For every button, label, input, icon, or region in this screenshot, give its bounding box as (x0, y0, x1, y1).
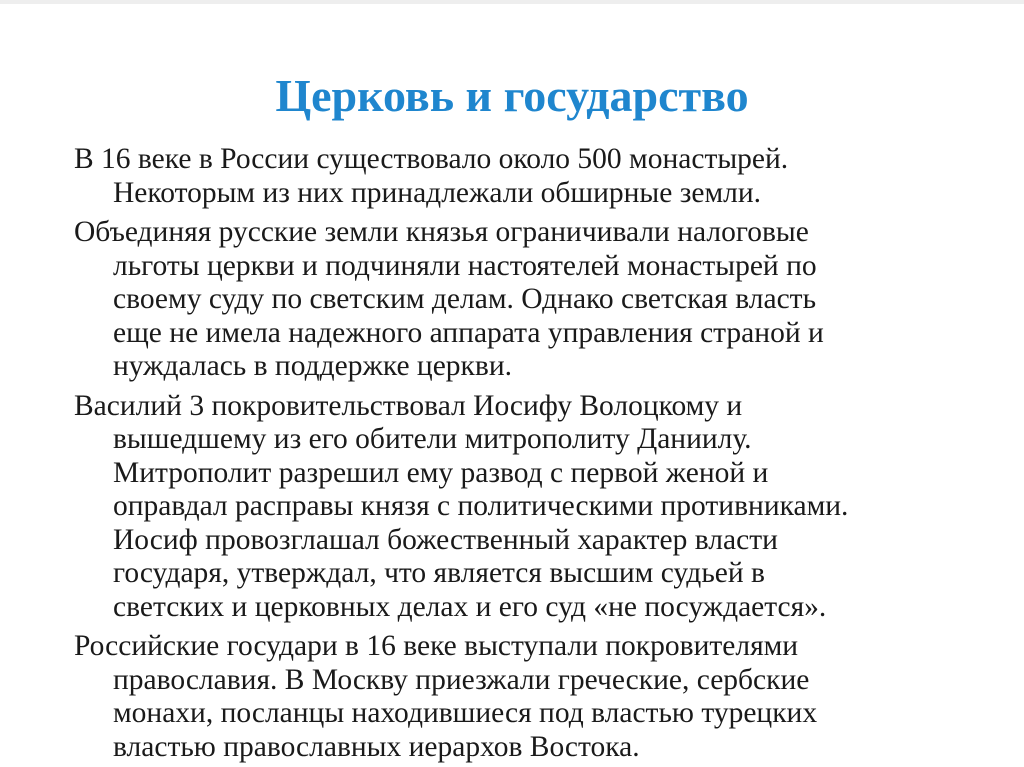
paragraph-line: Российские государи в 16 веке выступали покровителями (74, 630, 799, 662)
paragraph-line: монахи, посланцы находившиеся под властью турецких (113, 697, 818, 729)
slide-title: Церковь и государство (275, 70, 749, 121)
paragraph-line: православия. В Москву приезжали греческие, сербские (113, 663, 810, 696)
paragraph-line: В 16 веке в России существовало около 500 монастырей. (74, 143, 789, 175)
paragraph-line: нуждалась в поддержке церкви. (113, 350, 512, 382)
slide-body (74, 143, 974, 767)
paragraph-line: Василий 3 покровительствовал Иосифу Волоцкому и (74, 389, 743, 422)
paragraph-line: вышедшему из его обители митрополиту Даниилу. (113, 423, 752, 455)
paragraph-line: льготы церкви и подчиняли настоятелей монастырей по (113, 249, 817, 282)
paragraph-1 (74, 143, 974, 210)
paragraph-line: властью православных иерархов Востока. (113, 730, 640, 763)
paragraph-line: государя, утверждал, что является высшим судьей в (113, 557, 765, 589)
paragraph-line: своему суду по светским делам. Однако светская власть (113, 283, 817, 315)
paragraph-line: Некоторым из них принадлежали обширные земли. (113, 176, 762, 209)
top-divider (0, 0, 1024, 4)
paragraph-3 (74, 390, 974, 625)
paragraph-line: Митрополит разрешил ему развод с первой женой и (113, 456, 769, 489)
paragraph-line: еще не имела надежного аппарата управления страной и (113, 316, 824, 349)
paragraph-line: Объединяя русские земли князья ограничивали налоговые (74, 216, 809, 248)
paragraph-line: светских и церковных делах и его суд «не посуждается». (113, 590, 827, 623)
paragraph-line: оправдал расправы князя с политическими противниками. (113, 490, 849, 522)
paragraph-2 (74, 216, 974, 384)
paragraph-4 (74, 630, 974, 764)
paragraph-line: Иосиф провозглашал божественный характер власти (113, 523, 778, 556)
